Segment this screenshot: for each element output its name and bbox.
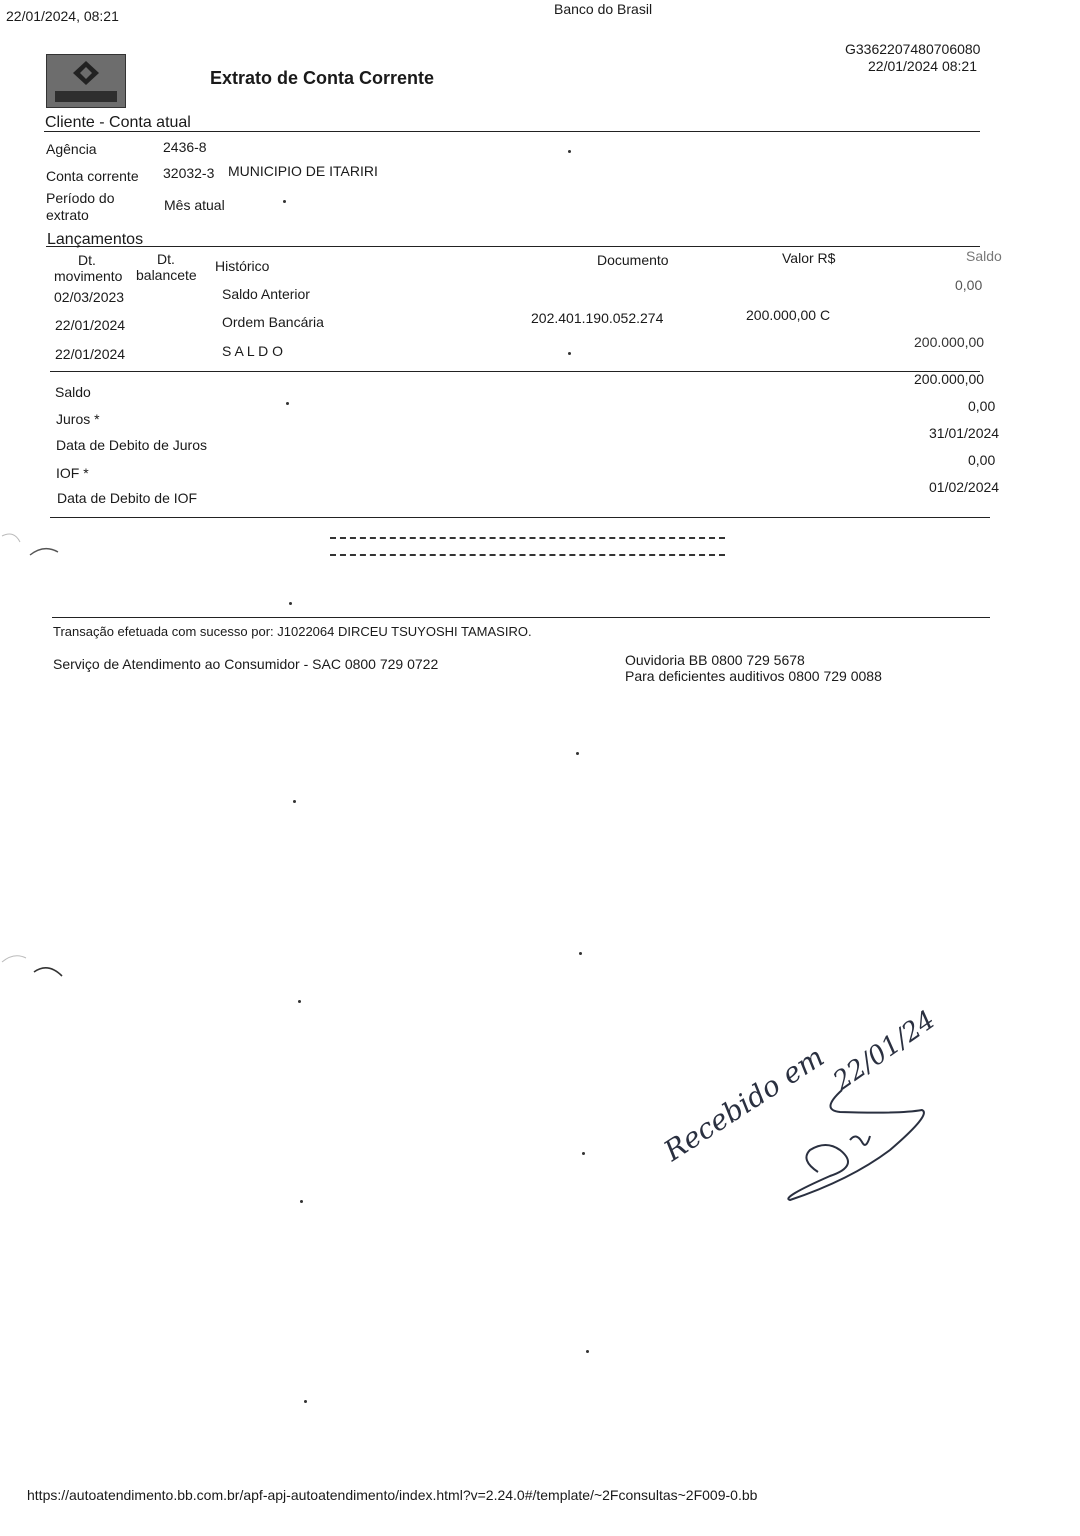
header-dt-movimento-line2: movimento xyxy=(54,268,123,284)
period-label-line1: Período do xyxy=(46,190,115,206)
dashed-separator xyxy=(330,554,725,556)
divider xyxy=(46,246,980,247)
bank-logo-icon xyxy=(69,59,103,89)
saldo-value: 200.000,00 xyxy=(914,371,985,387)
iof-label: IOF * xyxy=(56,465,89,481)
divider xyxy=(50,517,990,518)
row-date: 22/01/2024 xyxy=(55,317,126,333)
row-document: 202.401.190.052.274 xyxy=(531,310,664,326)
document-datetime: 22/01/2024 08:21 xyxy=(868,58,977,74)
account-value: 32032-3 xyxy=(163,165,215,181)
saldo-label: Saldo xyxy=(55,384,91,400)
period-value: Mês atual xyxy=(164,197,225,213)
row-date: 22/01/2024 xyxy=(55,346,126,362)
juros-date-value: 31/01/2024 xyxy=(929,425,1000,441)
document-code: G3362207480706080 xyxy=(845,41,981,57)
juros-value: 0,00 xyxy=(968,398,996,414)
transaction-confirmation: Transação efetuada com sucesso por: J1022064 DIRCEU TSUYOSHI TAMASIRO. xyxy=(53,624,532,639)
header-valor: Valor R$ xyxy=(782,250,836,266)
header-dt-balancete-line1: Dt. xyxy=(157,251,175,267)
period-label-line2: extrato xyxy=(46,207,89,223)
divider xyxy=(50,371,980,372)
scan-mark xyxy=(0,530,70,570)
handwritten-date: 22/01/24 xyxy=(828,1005,941,1097)
print-datetime: 22/01/2024, 08:21 xyxy=(6,8,119,24)
iof-value: 0,00 xyxy=(968,452,996,468)
header-documento: Documento xyxy=(597,252,669,268)
ombudsman-contact: Ouvidoria BB 0800 729 5678 xyxy=(625,652,805,668)
source-url: https://autoatendimento.bb.com.br/apf-apj-autoatendimento/index.html?v=2.24.0#/template/~2Fconsultas~2F009-0.bb xyxy=(27,1487,758,1503)
account-holder: MUNICIPIO DE ITARIRI xyxy=(228,163,378,179)
page-title: Extrato de Conta Corrente xyxy=(210,68,435,88)
row-description: Ordem Bancária xyxy=(222,314,324,330)
row-description: S A L D O xyxy=(222,343,283,359)
hearing-impaired-contact: Para deficientes auditivos 0800 729 0088 xyxy=(625,668,882,684)
divider xyxy=(44,131,980,132)
row-value: 200.000,00 C xyxy=(746,307,831,323)
row-description: Saldo Anterior xyxy=(222,286,310,302)
header-dt-movimento-line1: Dt. xyxy=(78,252,96,268)
signature xyxy=(770,1080,940,1210)
bank-name: Banco do Brasil xyxy=(554,1,653,17)
agency-label: Agência xyxy=(46,141,97,157)
agency-value: 2436-8 xyxy=(163,139,207,155)
entries-section-title: Lançamentos xyxy=(47,231,144,248)
divider xyxy=(52,617,990,618)
header-dt-balancete-line2: balancete xyxy=(136,267,197,283)
iof-date-label: Data de Debito de IOF xyxy=(57,490,198,506)
handwritten-note: Recebido em xyxy=(658,1040,830,1168)
row-balance: 0,00 xyxy=(955,277,983,293)
client-section-title: Cliente - Conta atual xyxy=(45,114,191,131)
header-saldo: Saldo xyxy=(966,248,1002,264)
iof-date-value: 01/02/2024 xyxy=(929,479,1000,495)
account-label: Conta corrente xyxy=(46,168,139,184)
scan-mark xyxy=(0,950,70,990)
juros-label: Juros * xyxy=(56,411,100,427)
bank-logo xyxy=(46,54,126,108)
sac-contact: Serviço de Atendimento ao Consumidor - SAC 0800 729 0722 xyxy=(53,656,439,672)
dashed-separator xyxy=(330,537,725,539)
header-historico: Histórico xyxy=(215,258,270,274)
juros-date-label: Data de Debito de Juros xyxy=(56,437,207,453)
row-balance: 200.000,00 xyxy=(914,334,985,350)
row-date: 02/03/2023 xyxy=(54,289,125,305)
